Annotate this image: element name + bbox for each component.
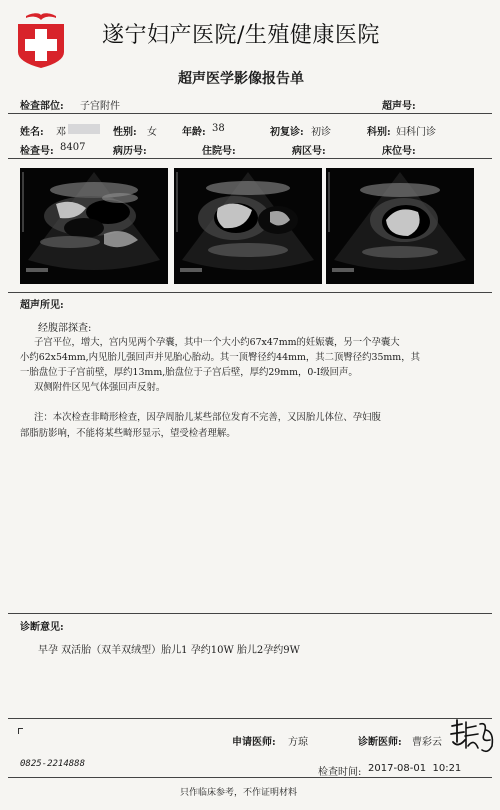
ultrasound-image-1 — [20, 168, 168, 284]
bed-no-label: 床位号: — [382, 146, 416, 157]
exam-part-value: 子宫附件 — [80, 101, 120, 112]
record-no-label: 病历号: — [113, 146, 147, 157]
divider-top — [8, 113, 492, 114]
patient-name-value: 邓 — [56, 127, 66, 138]
divider-diagnosis — [8, 613, 492, 614]
exam-time-value: 2017-08-01 10:21 — [368, 763, 462, 774]
visit-value: 初诊 — [311, 127, 331, 138]
diagnosis-text: 早孕 双活胎（双羊双绒型）胎儿1 孕约10W 胎儿2孕约9W — [38, 645, 300, 656]
age-label: 年龄: — [182, 127, 206, 138]
exam-time-label: 检查时间: — [318, 767, 362, 778]
ultrasound-image-3 — [326, 168, 474, 284]
sex-value: 女 — [147, 127, 157, 138]
diagnosing-doctor-label: 诊断医师: — [358, 737, 402, 748]
dept-value: 妇科门诊 — [396, 127, 436, 138]
findings-line-3: 一胎盘位于子宫前壁，厚约13mm,胎盘位于子宫后壁，厚约29mm，0-I级回声。 — [20, 367, 358, 378]
name-redaction — [68, 124, 100, 134]
report-title: 超声医学影像报告单 — [178, 71, 304, 87]
patient-name-label: 姓名: — [20, 127, 44, 138]
applicant-doctor-label: 申请医师: — [232, 737, 276, 748]
findings-note-line-1: 注：本次检查非畸形检查，因孕周胎儿某些部位发育不完善，又因胎儿体位、孕妇腹 — [34, 412, 381, 423]
divider-images — [8, 292, 492, 293]
dept-label: 科别: — [367, 127, 391, 138]
applicant-doctor-value: 方琼 — [288, 737, 308, 748]
findings-note-line-2: 部脂肪影响，不能将某些畸形显示，望受检者理解。 — [20, 428, 236, 439]
hospital-logo — [10, 12, 72, 70]
divider-footer — [8, 718, 492, 719]
doctor-signature — [448, 716, 496, 756]
diagnosing-doctor-value: 曹彩云 — [412, 737, 442, 748]
visit-label: 初复诊: — [270, 127, 304, 138]
findings-line-1: 子宫平位，增大，宫内见两个孕囊，其中一个大小约67x47mm的妊娠囊，另一个孕囊大 — [34, 337, 400, 348]
findings-subheading: 经腹部探查: — [38, 323, 92, 334]
hospital-name: 遂宁妇产医院/生殖健康医院 — [102, 23, 380, 48]
findings-adnexa: 双侧附件区见气体强回声反射。 — [34, 382, 166, 393]
ward-no-label: 病区号: — [292, 146, 326, 157]
hospital-phone: 0825-2214888 — [20, 759, 86, 769]
sex-label: 性别: — [113, 127, 137, 138]
exam-part-label: 检查部位: — [20, 101, 64, 112]
ultrasound-no-label: 超声号: — [382, 101, 416, 112]
divider-patient — [8, 158, 492, 159]
findings-line-2: 小约62x54mm,内见胎儿强回声并见胎心胎动。其一顶臀径约44mm，其二顶臀径约35mm，其 — [20, 352, 420, 363]
disclaimer: 只作临床参考，不作证明材料 — [180, 788, 298, 798]
age-value: 38 — [212, 123, 225, 134]
diagnosis-heading: 诊断意见: — [20, 622, 64, 633]
ultrasound-image-2 — [174, 168, 322, 284]
findings-heading: 超声所见: — [20, 300, 64, 311]
tick-mark — [18, 728, 23, 734]
exam-no-label: 检查号: — [20, 146, 54, 157]
divider-bottom — [8, 777, 492, 778]
exam-no-value: 8407 — [60, 142, 86, 153]
admission-no-label: 住院号: — [202, 146, 236, 157]
